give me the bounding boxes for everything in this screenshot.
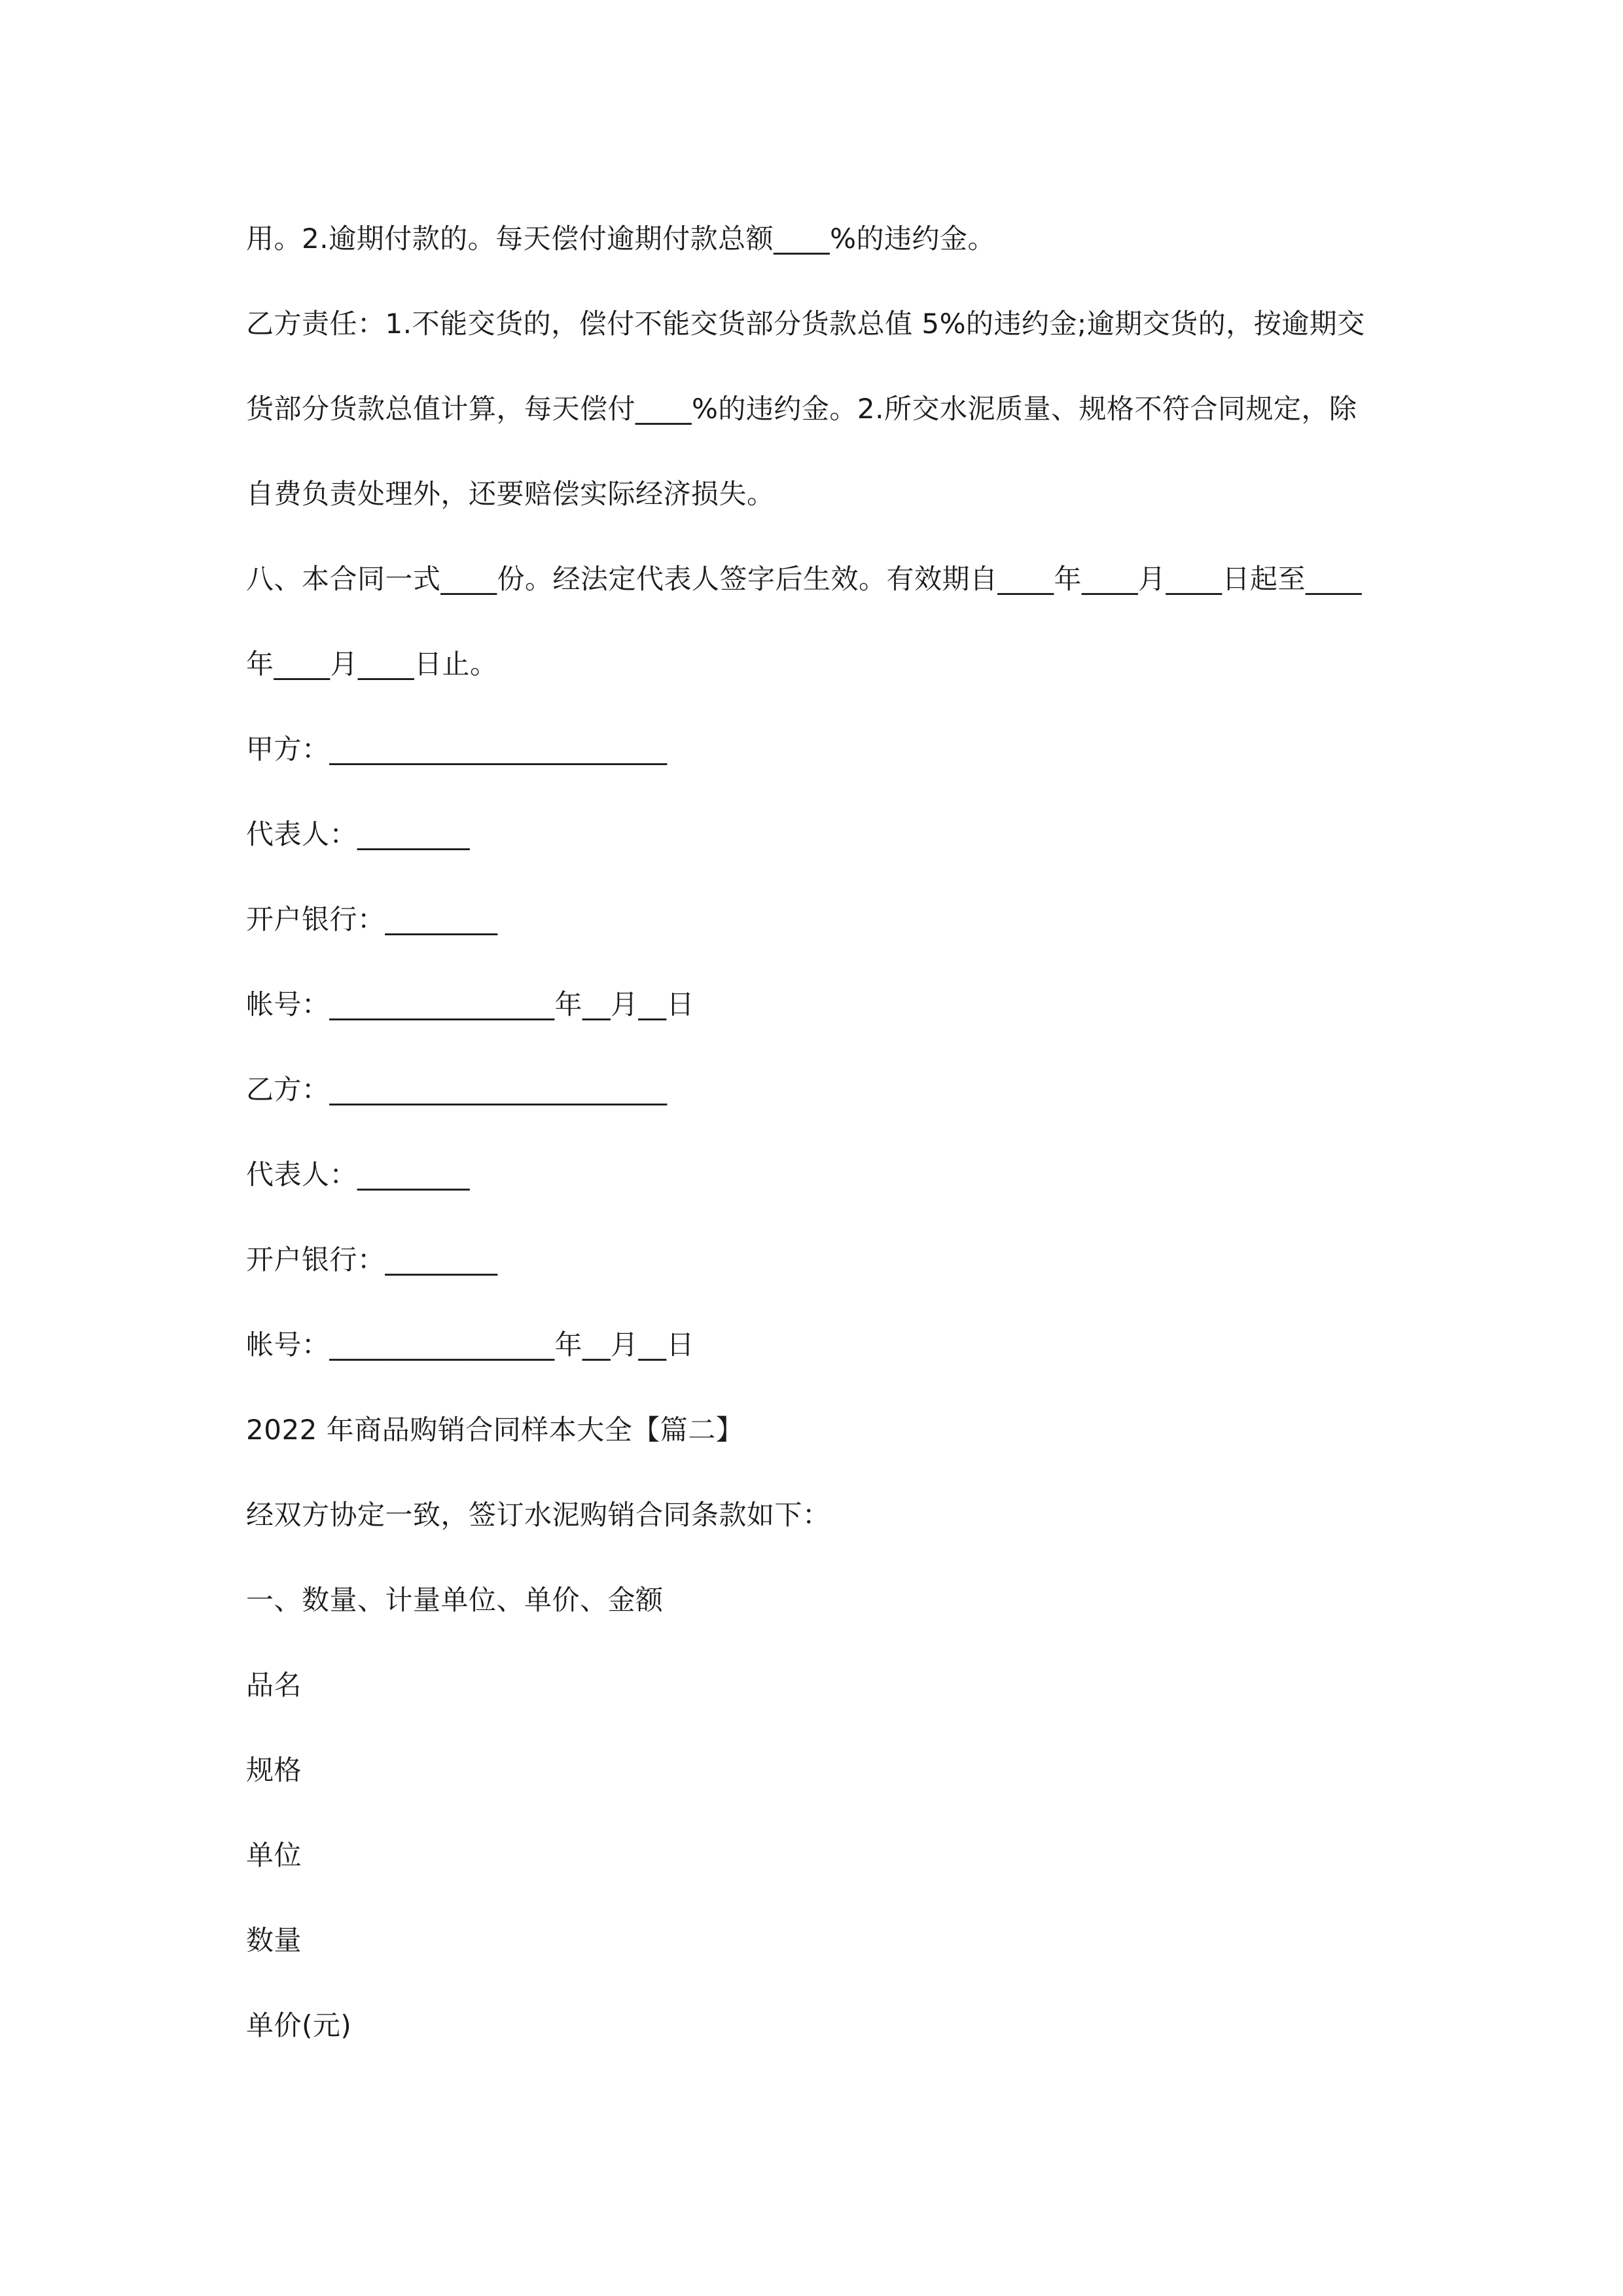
field-label-specification: 规格 xyxy=(246,1754,302,1786)
field-label-unit: 单位 xyxy=(246,1839,302,1871)
text-line-clause-one: 一、数量、计量单位、单价、金额 xyxy=(246,1584,664,1616)
field-label-unit-price: 单价(元) xyxy=(246,2009,352,2041)
field-label-product-name: 品名 xyxy=(246,1669,302,1701)
text-line-party-b-bank: 开户银行：________ xyxy=(246,1244,498,1276)
text-line-party-a-account: 帐号：________________年__月__日 xyxy=(246,988,695,1020)
text-line-clause-eight-end: 年____月____日止。 xyxy=(246,648,498,680)
text-line-agreement-intro: 经双方协定一致，签订水泥购销合同条款如下： xyxy=(246,1499,830,1531)
field-label-quantity: 数量 xyxy=(246,1924,302,1956)
text-line-party-b-responsibility: 乙方责任：1.不能交货的，偿付不能交货部分货款总值 5%的违约金;逾期交货的，按逾期交 xyxy=(246,308,1365,340)
text-line-party-a: 甲方：________________________ xyxy=(246,733,668,765)
text-line-party-b: 乙方：________________________ xyxy=(246,1073,668,1105)
text-line-party-a-bank: 开户银行：________ xyxy=(246,903,498,935)
text-line-party-b-responsibility-end: 自费负责处理外，还要赔偿实际经济损失。 xyxy=(246,478,775,510)
text-line-party-b-account: 帐号：________________年__月__日 xyxy=(246,1329,695,1361)
text-line-party-b-representative: 代表人：________ xyxy=(246,1158,471,1191)
text-line-party-a-representative: 代表人：________ xyxy=(246,818,471,850)
text-line-party-b-responsibility-cont: 货部分货款总值计算，每天偿付____%的违约金。2.所交水泥质量、规格不符合同规定，除 xyxy=(246,393,1357,425)
section-heading: 2022 年商品购销合同样本大全【篇二】 xyxy=(246,1414,744,1446)
text-line-clause-eight: 八、本合同一式____份。经法定代表人签字后生效。有效期自____年____月____日起至____ xyxy=(246,563,1363,595)
text-line-penalty-late-payment: 用。2.逾期付款的。每天偿付逾期付款总额____%的违约金。 xyxy=(246,223,995,255)
